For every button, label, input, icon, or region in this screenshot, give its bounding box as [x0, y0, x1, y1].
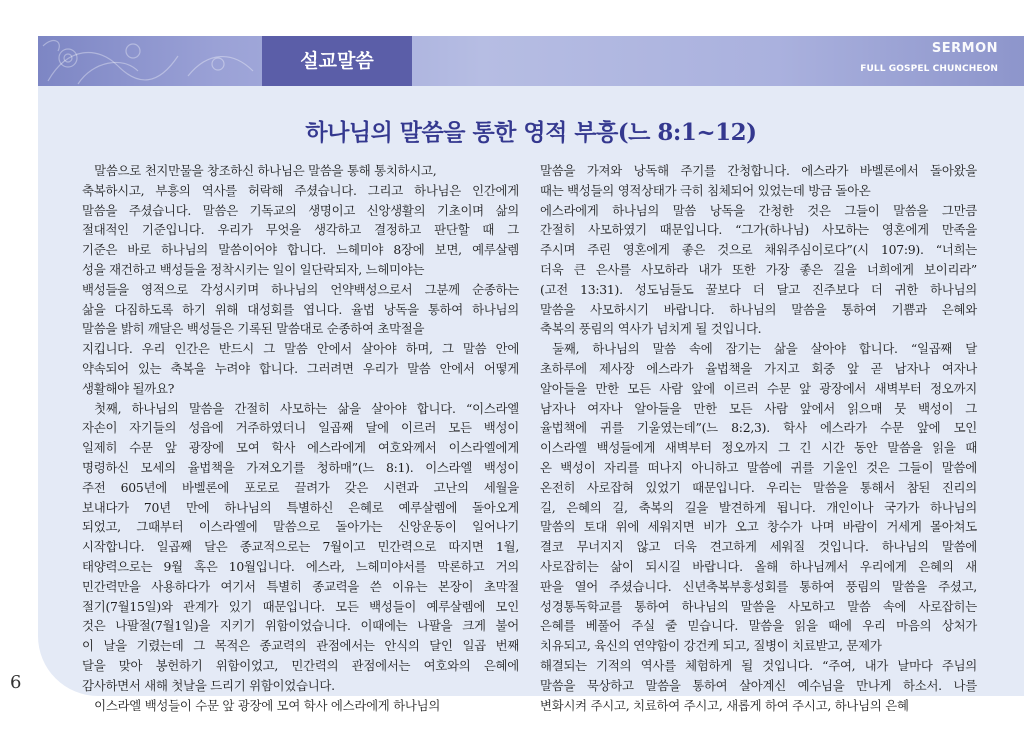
text-line: 간절히 사모하였기 때문입니다. “그가(하나님) 사모하는 영혼에게 만족을	[540, 222, 977, 238]
text-line: 온전히 사로잡혀 있었기 때문입니다. 우리는 말씀을 통해서 참된 진리의	[540, 479, 977, 495]
text-line: 둘째, 하나님의 말씀 속에 잠기는 삶을 살아야 합니다. “일곱째 달	[540, 341, 978, 357]
text-line: 명령하신 모세의 율법책을 가져오기를 청하매”(느 8:1). 이스라엘 백성이	[82, 459, 520, 475]
text-line: 보내다가 70년 만에 하나님의 특별하신 은혜로 예루살렘에 돌아오게	[82, 499, 519, 515]
text-line: 은혜를 베풀어 주실 줄 믿습니다. 말씀을 읽을 때에 우리 마음의 상처가	[540, 618, 978, 634]
text-line: 약속되어 있는 축복을 누려야 합니다. 그러려면 우리가 말씀 안에서 어떻게	[82, 360, 519, 376]
text-line: 절대적인 기준입니다. 우리가 무엇을 생각하고 결정하고 판단할 때 그	[82, 222, 520, 238]
text-line: 결코 무너지지 않고 더욱 견고하게 세워질 것입니다. 하나님의 말씀에	[540, 539, 978, 555]
brand-block	[860, 41, 998, 74]
text-line: 시작합니다. 일곱째 달은 종교적으로는 7월이고 민간력으로 따지면 1월,	[82, 539, 520, 555]
page-number: 6	[10, 672, 22, 693]
text-line: 축복의 풍림의 역사가 넘치게 될 것입니다.	[540, 321, 762, 337]
text-line: 민간력만을 사용하다가 여기서 특별히 종교력을 쓴 이유는 본장이 초막절	[82, 578, 520, 594]
text-line: 삶을 다짐하도록 하기 위해 대성회를 엽니다. 율법 낭독을 통하여 하나님의	[82, 301, 519, 317]
text-line: 말씀을 밝히 깨달은 백성들은 기록된 말씀대로 순종하여 초막절을	[82, 321, 425, 337]
text-line: 생활해야 될까요?	[82, 380, 175, 396]
text-line: 지킵니다. 우리 인간은 반드시 그 말씀 안에서 살아야 하며, 그 말씀 안에	[82, 341, 520, 357]
article-column-right	[540, 161, 977, 715]
article-column-left	[82, 161, 519, 715]
text-line: 말씀을 사모하시기 바랍니다. 하나님의 말씀을 통하여 기쁨과 은혜와	[540, 301, 977, 317]
text-line: 이 날을 기렸는데 그 목적은 종교력의 관점에서는 안식의 달인 일곱 번째	[82, 638, 520, 654]
text-line: 해결되는 기적의 역사를 체험하게 될 것입니다. “주여, 내가 날마다 주님의	[540, 657, 978, 673]
article-title: 하나님의 말씀을 통한 영적 부흥(느 8:1~12)	[305, 119, 757, 146]
text-line: 것은 나팔절(7월1일)을 지키기 위함이었습니다. 이때에는 나팔을 크게 불어	[82, 618, 519, 634]
text-line: 변화시켜 주시고, 치료하여 주시고, 새롭게 하여 주시고, 하나님의 은혜	[540, 697, 909, 713]
text-line: 더욱 큰 은사를 사모하라 내가 또한 가장 좋은 길을 너희에게 보이리라”	[540, 261, 978, 277]
text-line: 되었고, 그때부터 이스라엘에 말씀으로 돌아가는 신앙운동이 일어나기	[82, 519, 520, 535]
text-line: 사로잡히는 삶이 되시길 바랍니다. 올해 하나님께서 우리에게 은혜의 새	[540, 558, 977, 574]
text-line: 알아들을 만한 모든 사람 앞에 이르러 수문 앞 광장에서 새벽부터 정오까지	[540, 380, 977, 396]
text-line: 성경통독학교를 통하여 하나님의 말씀을 사모하고 말씀 속에 사로잡히는	[540, 598, 977, 614]
text-line: 치유되고, 육신의 연약함이 강건케 되고, 질병이 치료받고, 문제가	[540, 638, 882, 654]
text-line: 에스라에게 하나님의 말씀 낭독을 간청한 것은 그들이 말씀을 그만큼	[540, 202, 978, 218]
text-line: 말씀으로 천지만물을 창조하신 하나님은 말씀을 통해 통치하시고,	[82, 163, 437, 178]
section-title: 설교말씀	[300, 50, 374, 72]
text-line: 길, 은혜의 길, 축복의 길을 발견하게 됩니다. 개인이나 국가가 하나님의	[540, 499, 978, 515]
text-line: 말씀을 묵상하고 말씀을 통하여 살아계신 예수님을 만나게 하소서. 나를	[540, 677, 977, 693]
section-tab	[262, 36, 412, 86]
text-line: 일제히 수문 앞 광장에 모여 학사 에스라에게 여호와께서 이스라엘에게	[82, 440, 519, 456]
floral-ornament-icon	[38, 36, 288, 86]
page-background	[38, 36, 1024, 713]
text-line: 자손이 자기들의 성읍에 거주하였더니 일곱째 달에 이르러 모든 백성이	[82, 420, 519, 436]
text-line: 태양력으로는 9월 혹은 10월입니다. 에스라, 느헤미야서를 막론하고 거의	[82, 558, 520, 574]
brand-main-label: SERMON	[931, 41, 998, 56]
text-line: 말씀의 토대 위에 세워지면 비가 오고 창수가 나며 바람이 거세게 몰아쳐도	[540, 519, 977, 535]
text-line: 이스라엘 백성들에게 새벽부터 정오까지 그 긴 시간 동안 말씀을 읽을 때	[540, 440, 978, 456]
text-line: 첫째, 하나님의 말씀을 간절히 사모하는 삶을 살아야 합니다. “이스라엘	[82, 400, 520, 416]
text-line: 절기(7월15일)와 관계가 있기 때문입니다. 모든 백성들이 예루살렘에 모인	[82, 598, 519, 614]
text-line: 판을 열어 주셨습니다. 신년축복부흥성회를 통하여 풍림의 말씀을 주셨고,	[540, 578, 977, 594]
text-line: 백성들을 영적으로 각성시키며 하나님의 언약백성으로서 그분께 순종하는	[82, 281, 519, 297]
text-line: 성을 재건하고 백성들을 정착시키는 일이 일단락되자, 느헤미야는	[82, 261, 425, 277]
text-line: 때는 백성들의 영적상태가 극히 침체되어 있었는데 방금 돌아온	[540, 182, 871, 198]
text-line: 감사하면서 새해 첫날을 드리기 위함이었습니다.	[82, 677, 335, 693]
text-line: (고전 13:31). 성도님들도 꿀보다 더 달고 진주보다 더 귀한 하나님의	[540, 281, 978, 297]
text-line: 온 백성이 자리를 떠나지 아니하고 말씀에 귀를 기울인 것은 그들이 말씀에	[540, 459, 977, 475]
text-line: 말씀을 주셨습니다. 말씀은 기독교의 생명이고 신앙생활의 기초이며 삶의	[82, 202, 520, 218]
text-line: 주전 605년에 바벨론에 포로로 끌려가 갖은 시련과 고난의 세월을	[82, 479, 519, 495]
text-line: 달을 맞아 봉헌하기 위함이었고, 민간력의 관점에서는 여호와의 은혜에	[82, 657, 519, 673]
text-line: 기준은 바로 하나님의 말씀이어야 합니다. 느헤미야 8장에 보면, 예루살렘	[82, 242, 520, 258]
header-banner	[38, 36, 1024, 86]
brand-sub-label: FULL GOSPEL CHUNCHEON	[860, 64, 998, 74]
text-line: 축복하시고, 부흥의 역사를 허락해 주셨습니다. 그리고 하나님은 인간에게	[82, 182, 519, 198]
text-line: 주시며 주린 영혼에게 좋은 것으로 채워주심이로다”(시 107:9). “너희는	[540, 242, 978, 258]
text-line: 율법책에 귀를 기울였는데”(느 8:2,3). 학사 에스라가 수문 앞에 모인	[540, 420, 978, 436]
text-line: 말씀을 가져와 낭독해 주기를 간청합니다. 에스라가 바벨론에서 돌아왔을	[540, 163, 978, 178]
text-line: 초하루에 제사장 에스라가 율법책을 가지고 회중 앞 곧 남자나 여자나	[540, 360, 978, 376]
text-line: 이스라엘 백성들이 수문 앞 광장에 모여 학사 에스라에게 하나님의	[82, 697, 441, 713]
text-line: 남자나 여자나 알아들을 만한 모든 사람 앞에서 읽으매 뭇 백성이 그	[540, 400, 978, 416]
